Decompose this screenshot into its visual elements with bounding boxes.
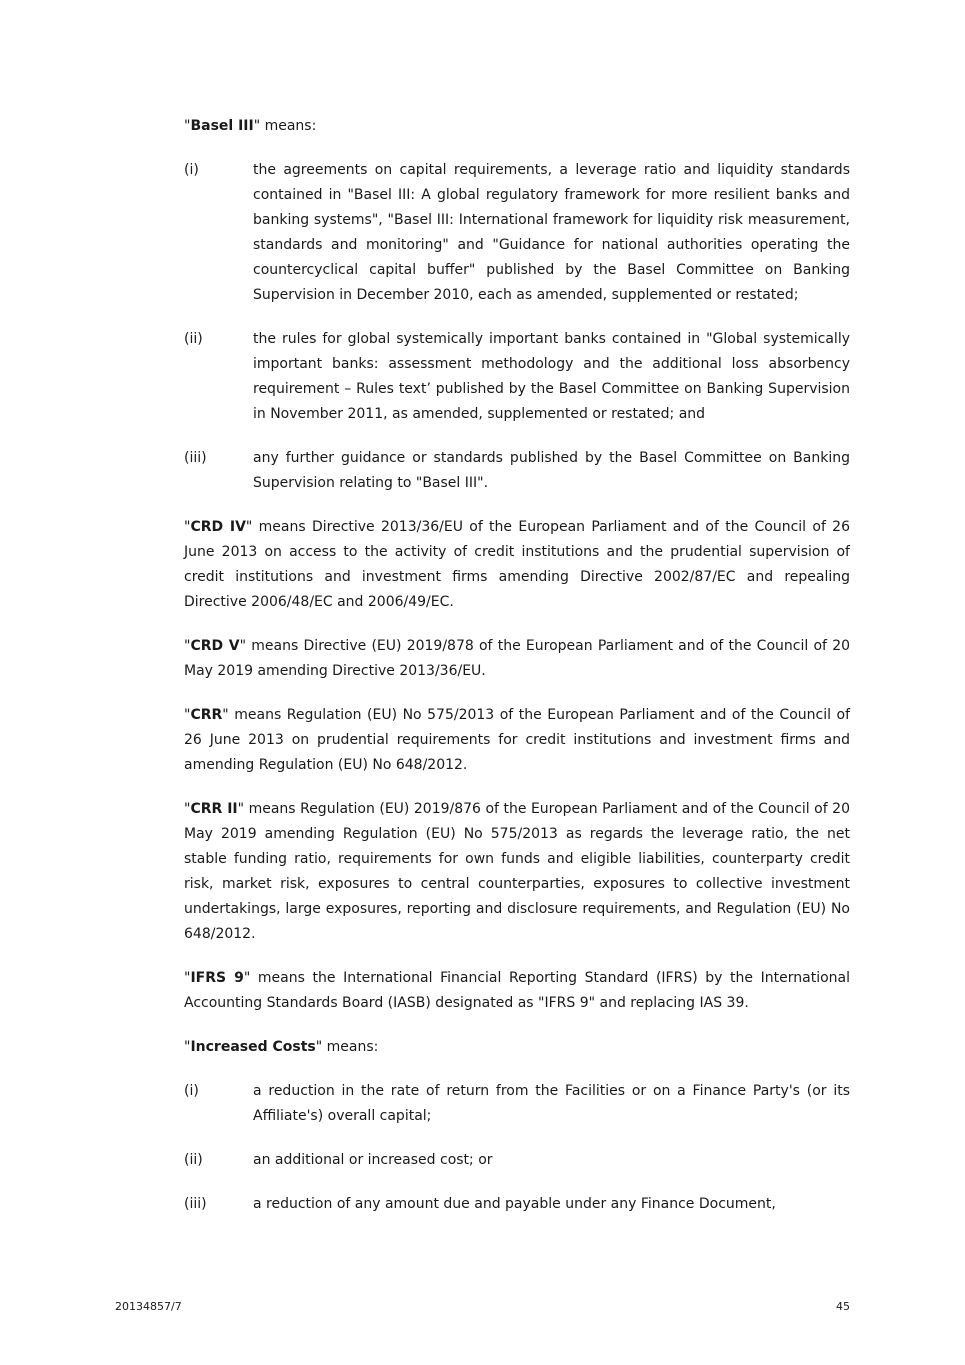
list-item — [184, 1079, 850, 1129]
definition-crd-iv: "CRD IV" means Directive 2013/36/EU of the European Parliament and of the Council of 26 June 2013 on access to the activity of credit institutions and the prudential supervision of credit institutions and investment firms amending Directive 2002/87/EC and repealing Directive 2006/48/EC and 2006/49/EC. — [184, 519, 850, 610]
page-number: 45 — [836, 1300, 850, 1313]
item-text: any further guidance or standards published by the Basel Committee on Banking Supervision relating to "Basel III". — [253, 450, 850, 491]
defined-term: CRD IV — [190, 519, 246, 535]
defined-term: IFRS 9 — [190, 970, 244, 986]
item-number: (ii) — [184, 331, 203, 347]
list-item — [184, 158, 850, 308]
definition-basel-iii: "Basel III" means: — [184, 118, 317, 134]
document-body — [184, 114, 850, 1236]
defined-term: Basel III — [190, 118, 254, 134]
list-item — [184, 1148, 850, 1173]
definition-crr: "CRR" means Regulation (EU) No 575/2013 of the European Parliament and of the Council of 26 June 2013 on prudential requirements for credit institutions and investment firms and amending Regulation (EU) No 648/2012. — [184, 707, 850, 773]
item-text: a reduction in the rate of return from the Facilities or on a Finance Party's (or its Affiliate's) overall capital; — [253, 1083, 850, 1124]
item-text: a reduction of any amount due and payable under any Finance Document, — [253, 1196, 776, 1212]
item-number: (ii) — [184, 1152, 203, 1168]
item-text: the agreements on capital requirements, a leverage ratio and liquidity standards contained in "Basel III: A global regulatory framework for more resilient banks and banking systems", "Basel III: International framework for liquidity risk measurement, standards and monitoring" and "Guidance for national authorities operating the countercyclical capital buffer" published by the Basel Committee on Banking Supervision in December 2010, each as amended, supplemented or restated; — [253, 162, 850, 303]
item-number: (iii) — [184, 1196, 207, 1212]
list-item — [184, 327, 850, 427]
definition-crd-v: "CRD V" means Directive (EU) 2019/878 of the European Parliament and of the Council of 20 May 2019 amending Directive 2013/36/EU. — [184, 638, 851, 679]
item-text: the rules for global systemically important banks contained in "Global systemically important banks: assessment methodology and the additional loss absorbency requirement – Rules text’ published by the Basel Committee on Banking Supervision in November 2011, as amended, supplemented or restated; and — [253, 331, 850, 422]
list-item — [184, 1192, 850, 1217]
defined-term: CRR II — [190, 801, 238, 817]
definition-increased-costs: "Increased Costs" means: — [184, 1039, 379, 1055]
definition-ifrs-9: "IFRS 9" means the International Financial Reporting Standard (IFRS) by the International Accounting Standards Board (IASB) designated as "IFRS 9" and replacing IAS 39. — [184, 970, 850, 1011]
defined-term: CRR — [190, 707, 223, 723]
document-reference: 20134857/7 — [115, 1300, 182, 1313]
list-item — [184, 446, 850, 496]
item-text: an additional or increased cost; or — [253, 1152, 493, 1168]
defined-term: CRD V — [190, 638, 240, 654]
item-number: (iii) — [184, 450, 207, 466]
item-number: (i) — [184, 162, 199, 178]
defined-term: Increased Costs — [190, 1039, 316, 1055]
definition-crr-ii: "CRR II" means Regulation (EU) 2019/876 of the European Parliament and of the Council of 20 May 2019 amending Regulation (EU) No 575/2013 as regards the leverage ratio, the net stable funding ratio, requirements for own funds and eligible liabilities, counterparty credit risk, market risk, exposures to central counterparties, exposures to collective investment undertakings, large exposures, reporting and disclosure requirements, and Regulation (EU) No 648/2012. — [184, 801, 850, 942]
item-number: (i) — [184, 1083, 199, 1099]
